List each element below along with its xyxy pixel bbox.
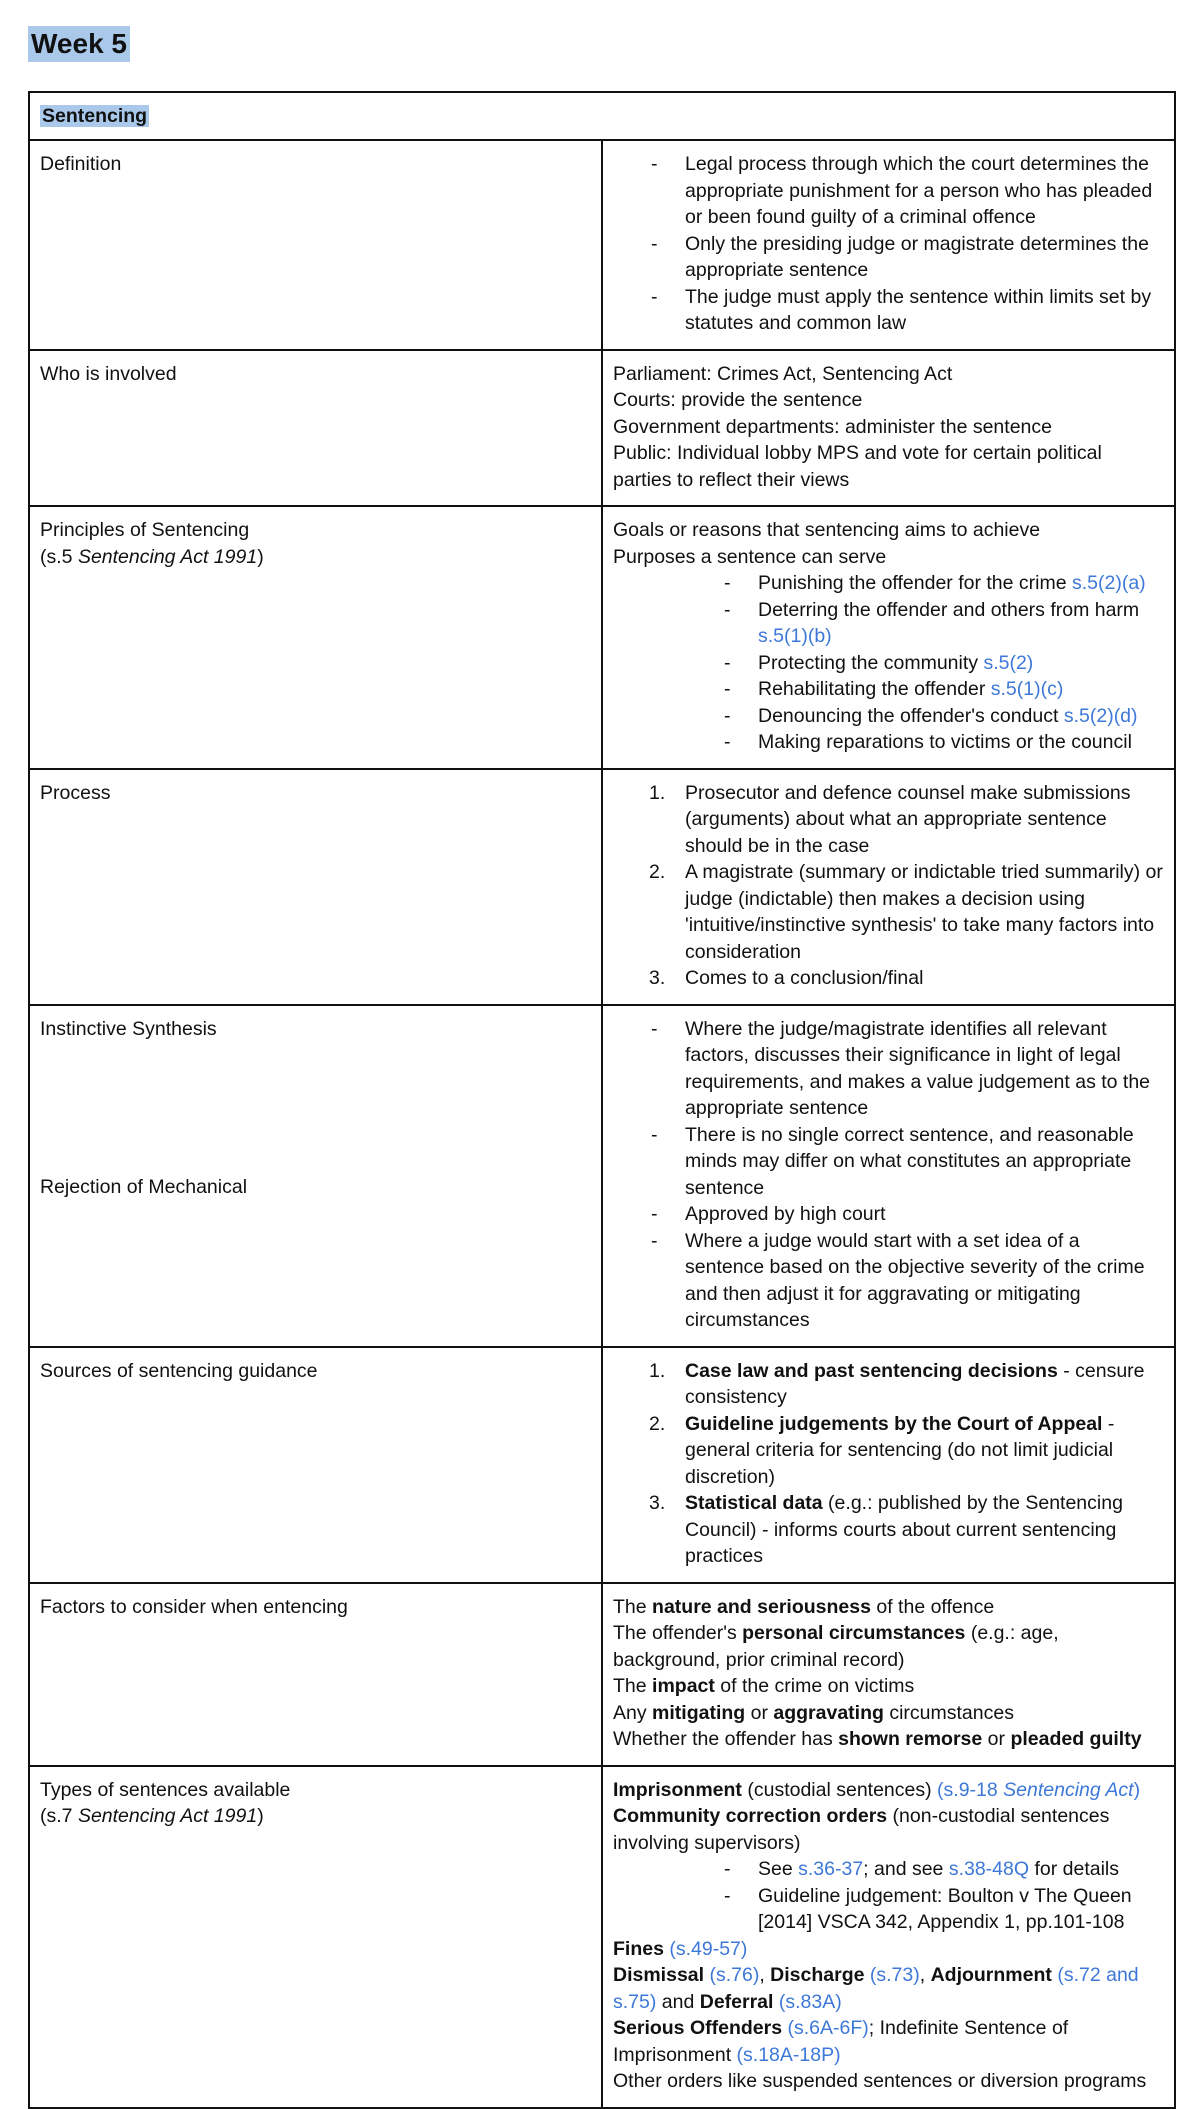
table-header-row [29,92,1175,140]
table-row-instinctive-synthesis [29,1005,1175,1347]
text-line: Serious Offenders (s.6A-6F); Indefinite Sentence of Imprisonment (s.18A-18P) [613,2017,1069,2066]
row-content [602,140,1175,350]
text-line: Fines (s.49-57) [613,1937,748,1960]
list-item: - Denouncing the offender's conduct s.5(2)(d) [724,704,1138,727]
table-row-sources [29,1347,1175,1583]
row-label: Principles of Sentencing (s.5 Sentencing Act 1991) [29,506,602,769]
table-header-cell [29,92,1175,140]
text-line: Imprisonment (custodial sentences) (s.9-18 Sentencing Act) [613,1778,1141,1801]
list-item: - There is no single correct sentence, and reasonable minds may differ on what constitutes an appropriate sentence [651,1123,1134,1199]
row-label: Instinctive Synthesis Rejection of Mechanical [29,1005,602,1347]
section-reference: s.5(2) [983,651,1034,674]
table-row-who-is-involved [29,350,1175,507]
row-content [602,506,1175,769]
list-item: - Only the presiding judge or magistrate determines the appropriate sentence [651,232,1149,281]
list-item: - Punishing the offender for the crime s.5(2)(a) [724,572,1146,594]
table-row-types [29,1766,1175,2108]
table-row-definition [29,140,1175,350]
text-line: Whether the offender has shown remorse or pleaded guilty [613,1728,1142,1750]
text-line: Other orders like suspended sentences or diversion programs [613,2070,1147,2092]
row-content [602,1347,1175,1583]
text-line: Goals or reasons that sentencing aims to achieve [613,519,1041,541]
list-item: - Guideline judgement: Boulton v The Queen [2014] VSCA 342, Appendix 1, pp.101-108 [724,1884,1132,1933]
list-item: - Where the judge/magistrate identifies all relevant factors, discusses their significance in light of legal requirements, and makes a value judgement as to the appropriate sentence [651,1017,1151,1119]
table-row-process [29,769,1175,1005]
text-line: Dismissal (s.76), Discharge (s.73), Adjournment (s.72 and s.75) and Deferral (s.83A) [613,1964,1139,2013]
text-line: Courts: provide the sentence [613,389,863,411]
list-item: - Approved by high court [651,1203,886,1225]
sentencing-table [28,91,1176,2109]
list-item: 1. Prosecutor and defence counsel make submissions (arguments) about what an appropriate sentence should be in the case [649,781,1131,857]
row-content [602,769,1175,1005]
row-label: Who is involved [29,350,602,507]
list-item: 2. A magistrate (summary or indictable tried summarily) or judge (indictable) then makes a decision using 'intuitive/instinctive synthesis' to take many factors into consideration [649,861,1163,963]
row-label: Definition [29,140,602,350]
row-sublabel: Rejection of Mechanical [40,1176,248,1198]
text-line: Purposes a sentence can serve [613,545,887,568]
page-title: Week 5 [28,26,130,62]
list-item: - Deterring the offender and others from harm s.5(1)(b) [724,598,1140,647]
section-reference: s.5(1)(c) [990,678,1064,700]
text-line: The impact of the crime on victims [613,1675,915,1697]
row-label: Sources of sentencing guidance [29,1347,602,1583]
row-content [602,1583,1175,1766]
list-item: - Legal process through which the court determines the appropriate punishment for a person who has pleaded or been found guilty of a criminal offence [651,153,1153,228]
list-item: 3. Comes to a conclusion/final [649,967,924,989]
text-line: Public: Individual lobby MPS and vote for certain political parties to reflect their views [613,442,1102,491]
list-item: - Protecting the community s.5(2) [724,651,1034,674]
list-item: 3. Statistical data (e.g.: published by the Sentencing Council) - informs courts about current sentencing practices [649,1492,1123,1567]
text-line: Community correction orders (non-custodial sentences involving supervisors) [613,1805,1110,1854]
text-line: Government departments: administer the sentence [613,415,1052,438]
row-label: Types of sentences available (s.7 Sentencing Act 1991) [29,1766,602,2108]
section-reference: s.5(1)(b) [758,625,832,647]
text-line: Parliament: Crimes Act, Sentencing Act [613,362,953,385]
list-item: 1. Case law and past sentencing decisions - censure consistency [649,1359,1145,1408]
list-item: - Making reparations to victims or the council [724,731,1132,753]
row-label: Factors to consider when entencing [29,1583,602,1766]
section-reference: s.5(2)(d) [1063,704,1138,727]
list-item: 2. Guideline judgements by the Court of Appeal - general criteria for sentencing (do not limit judicial discretion) [649,1412,1115,1488]
row-content [602,1005,1175,1347]
list-item: - The judge must apply the sentence within limits set by statutes and common law [651,285,1152,334]
text-line: The offender's personal circumstances (e.g.: age, background, prior criminal record) [613,1622,1059,1671]
row-content [602,350,1175,507]
table-row-factors [29,1583,1175,1766]
table-row-principles [29,506,1175,769]
list-item: - Where a judge would start with a set idea of a sentence based on the objective severity of the crime and then adjust it for aggravating or mitigating circumstances [651,1229,1145,1331]
text-line: Any mitigating or aggravating circumstances [613,1701,1014,1724]
row-label: Process [29,769,602,1005]
table-header: Sentencing [42,105,148,127]
text-line: The nature and seriousness of the offence [613,1595,995,1618]
list-item: - Rehabilitating the offender s.5(1)(c) [724,678,1064,700]
row-content [602,1766,1175,2108]
list-item: - See s.36-37; and see s.38-48Q for details [724,1858,1120,1880]
section-reference: s.5(2)(a) [1072,572,1146,594]
